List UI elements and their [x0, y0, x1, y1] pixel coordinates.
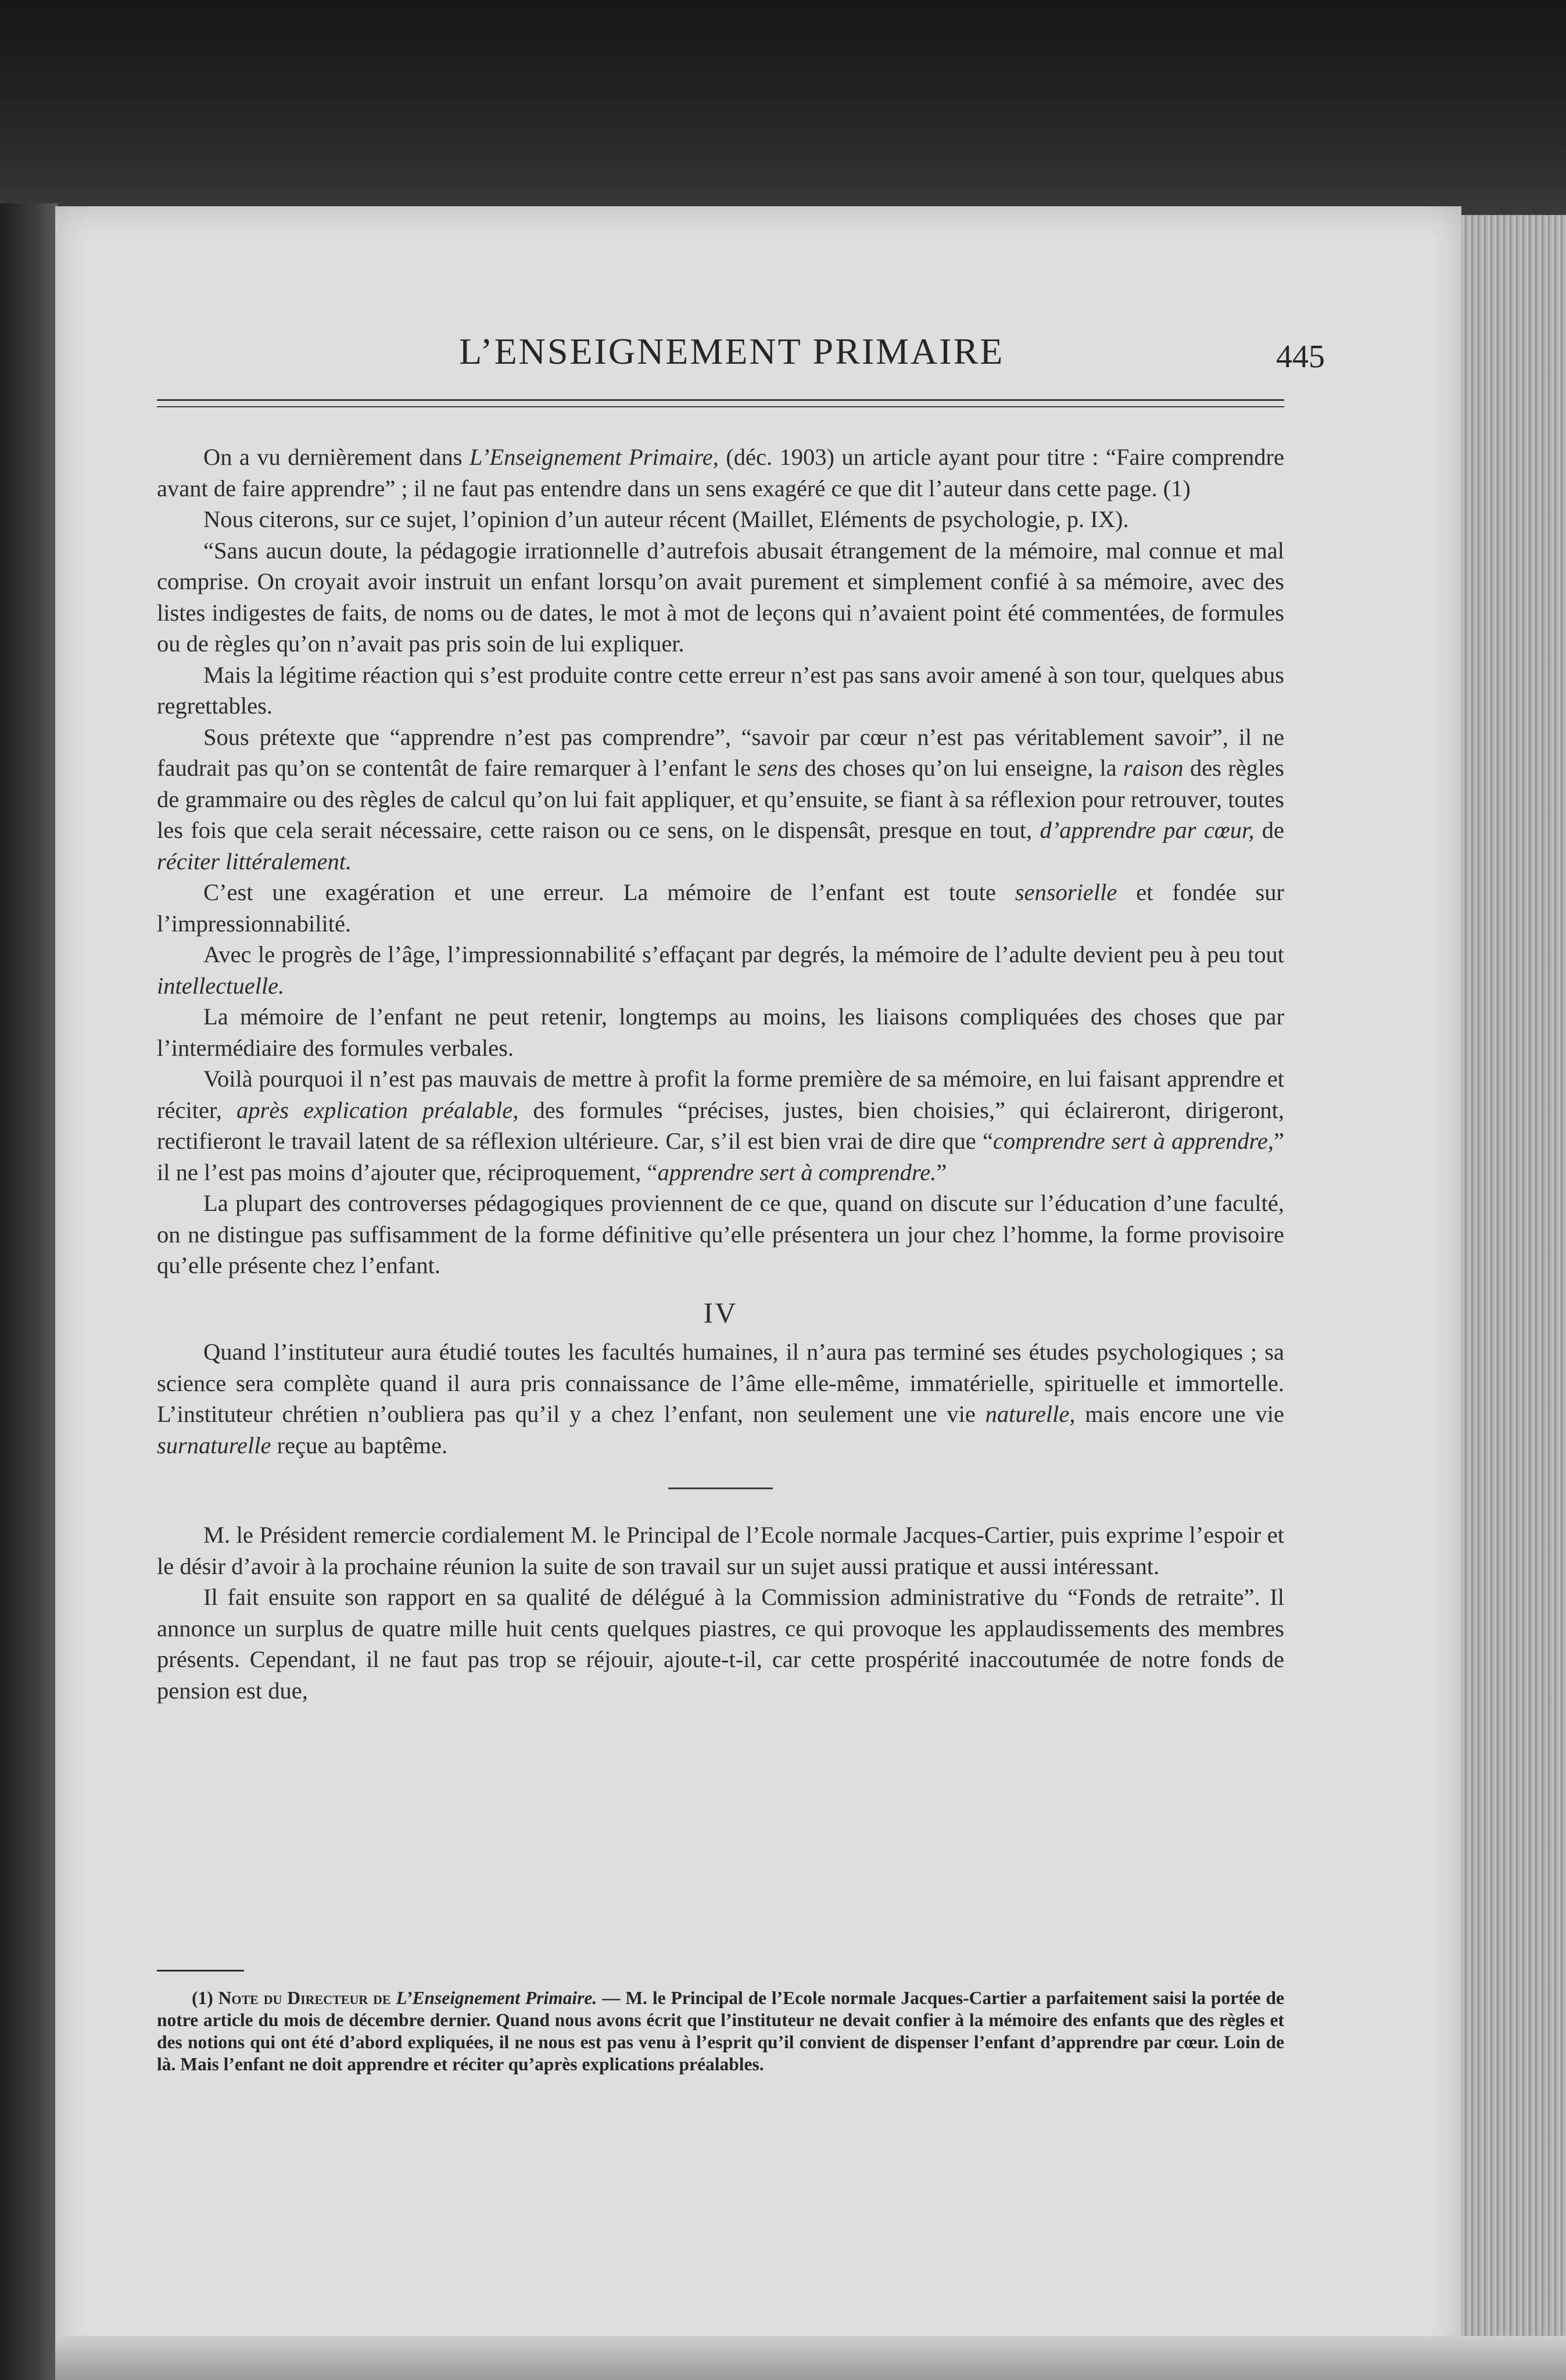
- page-bottom-edge: [55, 2336, 1566, 2380]
- paragraph: M. le Président remercie cordialement M. le Principal de l’Ecole normale Jacques-Cartier, puis exprime l’espoir et le désir d’avoir à la prochaine réunion la suite de son travail sur un sujet aussi pratique et aussi intéressant.: [157, 1522, 1284, 1579]
- italic-run: apprendre sert à comprendre.: [657, 1159, 937, 1185]
- text-run: des choses qu’on lui enseigne, la: [798, 755, 1124, 781]
- italic-run: raison: [1123, 755, 1184, 781]
- italic-run: sensorielle: [1015, 879, 1117, 905]
- footnote-journal-title: L’Enseignement Primaire.: [396, 1988, 597, 2008]
- footnote-label: Note du Directeur de: [218, 1988, 396, 2008]
- book-page-edges: [1461, 215, 1566, 2380]
- footnote-marker: (1): [192, 1988, 218, 2008]
- text-run: reçue au baptême.: [271, 1432, 448, 1458]
- paragraph: Nous citerons, sur ce sujet, l’opinion d’un auteur récent (Maillet, Eléments de psychologie, p. IX).: [203, 506, 1129, 532]
- text-run: Voilà pourquoi il n’est pas mauvais de mettre à profit la forme première de sa mémoire, en lui faisant apprendre et réciter,: [157, 1066, 1284, 1123]
- italic-run: sens: [757, 755, 798, 781]
- page-number: 445: [1276, 339, 1325, 375]
- italic-run: comprendre sert à apprendre,: [992, 1128, 1274, 1154]
- text-run: Avec le progrès de l’âge, l’impressionnabilité s’effaçant par degrés, la mémoire de l’adulte devient peu à peu tout: [203, 941, 1284, 967]
- paragraph: La plupart des controverses pédagogiques proviennent de ce que, quand on discute sur l’éducation d’une faculté, on ne distingue pas suffisamment de la forme définitive qu’elle présentera un jour chez l’homme, la forme provisoire qu’elle présente chez l’enfant.: [157, 1190, 1284, 1278]
- header-double-rule: [157, 399, 1284, 407]
- book-edge-left: [0, 203, 58, 2380]
- footnote-text: [157, 1987, 1284, 2076]
- footnote-rule: [157, 1970, 244, 1972]
- paragraph: La mémoire de l’enfant ne peut retenir, longtemps au moins, les liaisons compliquées des choses que par l’intermédiaire des formules verbales.: [157, 1003, 1284, 1061]
- paragraph: [157, 722, 1284, 877]
- paragraph: Il fait ensuite son rapport en sa qualité de délégué à la Commission administrative du “Fonds de retraite”. Il annonce un surplus de quatre mille huit cents quelques piastres, ce qui provoque les applaudissements des membres présents. Cependant, il ne faut pas trop se réjouir, ajoute-t-il, car cette prospérité inaccoutumée de notre fonds de pension est due,: [157, 1584, 1284, 1704]
- scanner-background: [0, 0, 1566, 215]
- text-run: ” il ne l’est pas moins d’ajouter que, réciproquement, “: [157, 1128, 1284, 1185]
- italic-run: après explication préalable,: [236, 1096, 519, 1123]
- text-run: C’est une exagération et une erreur. La mémoire de l’enfant est toute: [203, 879, 1015, 905]
- text-run: Sous prétexte que “apprendre n’est pas comprendre”, “savoir par cœur n’est pas véritablement savoir”, il ne faudrait pas qu’on se contentât de faire remarquer à l’enfant le: [157, 723, 1284, 781]
- paragraph: [157, 1063, 1284, 1188]
- paragraph: [157, 877, 1284, 939]
- italic-run: L’Enseignement Primaire,: [469, 444, 719, 470]
- body-text: [157, 442, 1284, 1706]
- text-run: de: [1254, 817, 1284, 843]
- footnote: [157, 1987, 1284, 2076]
- paragraph: [157, 1336, 1284, 1461]
- paragraph: [157, 939, 1284, 1001]
- paragraph: [157, 442, 1284, 504]
- italic-run: naturelle,: [985, 1401, 1076, 1427]
- text-run: des formules “précises, justes, bien choisies,” qui éclaireront, dirigeront, rectifieront le travail latent de sa réflexion ultérieure. Car, s’il est bien vrai de dire que “: [157, 1096, 1284, 1154]
- text-run: mais encore une vie: [1075, 1401, 1285, 1427]
- text-run: des règles de grammaire ou des règles de calcul qu’on lui fait appliquer, et qu’ensuite, se fiant à sa réflexion pour retrouver, toutes les fois que cela serait nécessaire, cette raison ou ce sens, on le dispensât, presque en tout,: [157, 755, 1284, 843]
- italic-run: d’apprendre par cœur,: [1040, 817, 1255, 843]
- text-run: On a vu dernièrement dans: [203, 444, 470, 470]
- text-run: ”: [936, 1159, 947, 1185]
- footnote-body: — M. le Principal de l’Ecole normale Jacques-Cartier a parfaitement saisi la portée de notre article du mois de décembre dernier. Quand nous avons écrit que l’instituteur ne devait confier à la mémoire des enfants que des règles et des notions qui ont été d’abord expliquées, il ne nous est pas venu à l’esprit qu’il convient de dispenser l’enfant d’apprendre par cœur. Loin de là. Mais l’enfant ne doit apprendre et réciter qu’après explications préalables.: [157, 1988, 1284, 2074]
- italic-run: réciter littéralement.: [157, 848, 352, 874]
- section-separator-rule: [668, 1488, 773, 1489]
- italic-run: intellectuelle.: [157, 972, 285, 999]
- paragraph: “Sans aucun doute, la pédagogie irrationnelle d’autrefois abusait étrangement de la mémoire, mal connue et mal comprise. On croyait avoir instruit un enfant lorsqu’on avait purement et simplement confié à sa mémoire, avec des listes indigestes de faits, de noms ou de dates, le mot à mot de leçons qui n’avaient point été commentées, de formules ou de règles qu’on n’avait pas pris soin de lui expliquer.: [157, 537, 1284, 657]
- text-run: Quand l’instituteur aura étudié toutes les facultés humaines, il n’aura pas terminé ses études psychologiques ; sa science sera complète quand il aura pris connaissance de l’âme elle-même, immatérielle, spirituelle et immortelle. L’instituteur chrétien n’oubliera pas qu’il y a chez l’enfant, non seulement une vie: [157, 1339, 1284, 1427]
- text-run: et fondée sur l’impressionnabilité.: [157, 879, 1284, 937]
- paragraph: Mais la légitime réaction qui s’est produite contre cette erreur n’est pas sans avoir amené à son tour, quelques abus regrettables.: [157, 661, 1284, 719]
- running-head: [157, 325, 1336, 378]
- section-number: IV: [703, 1296, 738, 1329]
- text-run: (déc. 1903) un article ayant pour titre : “Faire comprendre avant de faire apprendre” ; il ne faut pas entendre dans un sens exagéré ce que dit l’auteur dans cette page. (1): [157, 444, 1284, 501]
- running-title: L’ENSEIGNEMENT PRIMAIRE: [459, 331, 1005, 372]
- italic-run: surnaturelle: [157, 1432, 271, 1458]
